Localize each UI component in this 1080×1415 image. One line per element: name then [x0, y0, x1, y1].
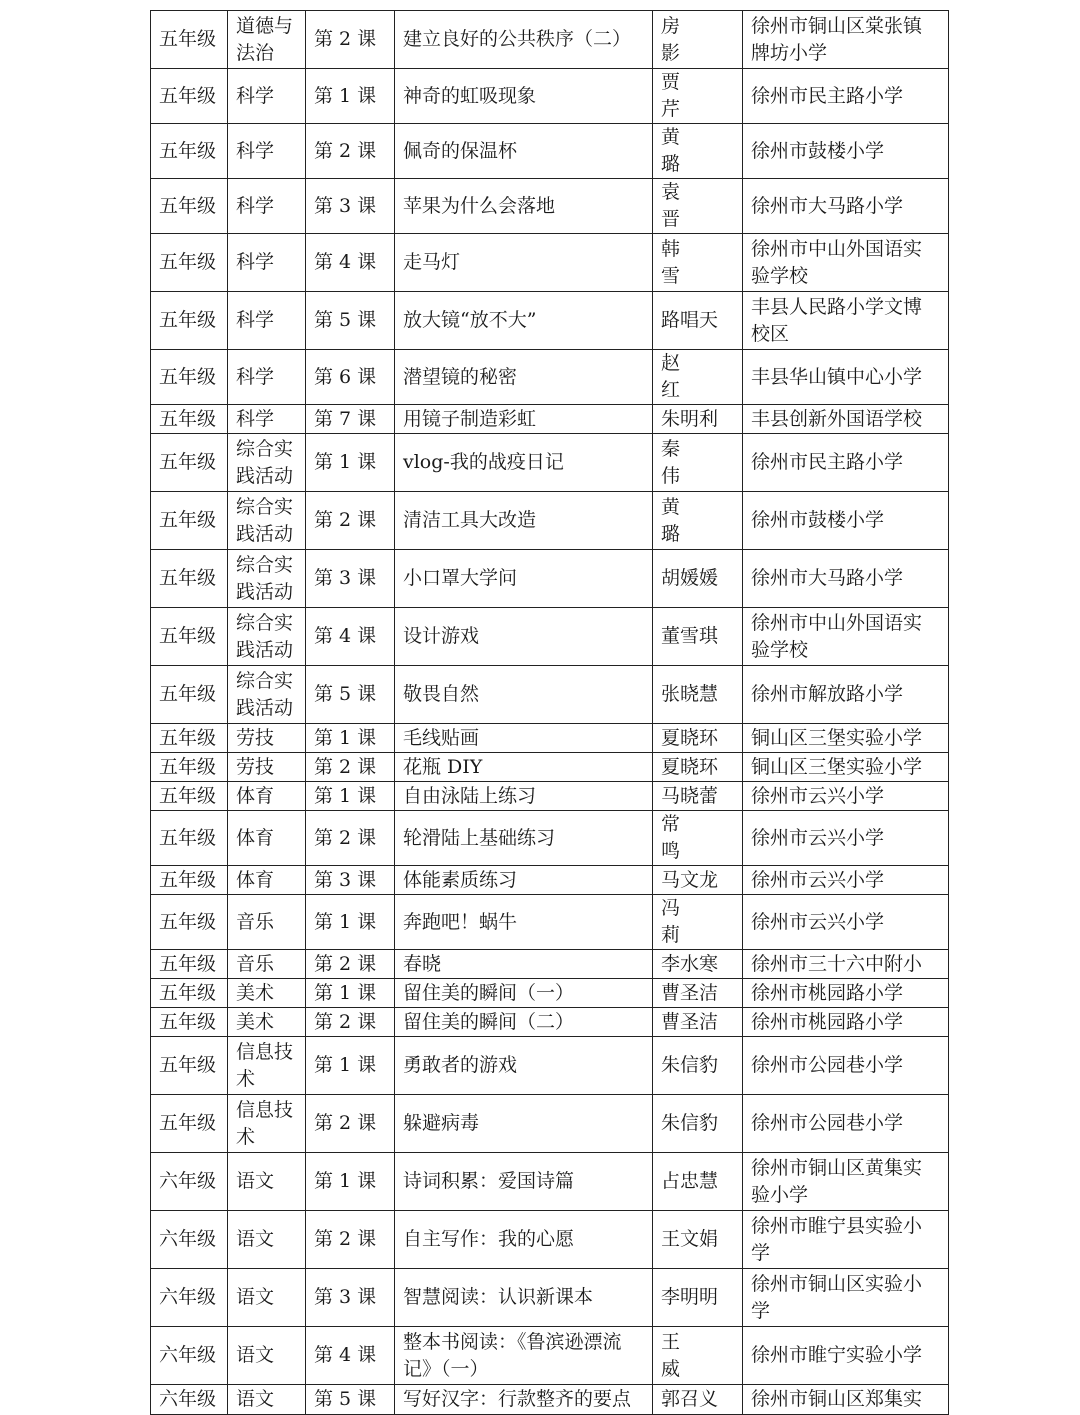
- title-cell: 清洁工具大改造: [395, 492, 653, 550]
- table-row: [151, 179, 949, 234]
- grade-cell: 五年级: [151, 608, 228, 666]
- lesson-cell: 第 2 课: [306, 1211, 395, 1269]
- school-cell: 徐州市云兴小学: [743, 782, 949, 811]
- teacher-cell: 韩雪: [653, 234, 743, 292]
- subject-cell: 音乐: [228, 950, 306, 979]
- table-row: [151, 1385, 949, 1415]
- table-row: [151, 234, 949, 292]
- teacher-cell: 郭召义: [653, 1385, 743, 1415]
- title-cell: 放大镜“放不大”: [395, 292, 653, 350]
- teacher-cell: 黄璐: [653, 492, 743, 550]
- grade-cell: 五年级: [151, 666, 228, 724]
- subject-cell: 美术: [228, 979, 306, 1008]
- lesson-cell: 第 2 课: [306, 1095, 395, 1153]
- school-cell: 丰县华山镇中心小学: [743, 350, 949, 405]
- subject-cell: 信息技术: [228, 1037, 306, 1095]
- table-row: [151, 11, 949, 69]
- title-cell: 整本书阅读：《鲁滨逊漂流记》（一）: [395, 1327, 653, 1385]
- teacher-cell: 曹圣洁: [653, 1008, 743, 1037]
- title-cell: 轮滑陆上基础练习: [395, 811, 653, 866]
- table-row: [151, 950, 949, 979]
- subject-cell: 美术: [228, 1008, 306, 1037]
- subject-cell: 科学: [228, 405, 306, 434]
- table-row: [151, 1327, 949, 1385]
- title-cell: 建立良好的公共秩序（二）: [395, 11, 653, 69]
- grade-cell: 五年级: [151, 350, 228, 405]
- grade-cell: 五年级: [151, 950, 228, 979]
- title-cell: 写好汉字：行款整齐的要点: [395, 1385, 653, 1415]
- grade-cell: 五年级: [151, 782, 228, 811]
- table-row: [151, 1008, 949, 1037]
- title-cell: 用镜子制造彩虹: [395, 405, 653, 434]
- title-cell: 敬畏自然: [395, 666, 653, 724]
- lesson-cell: 第 3 课: [306, 1269, 395, 1327]
- table-row: [151, 782, 949, 811]
- teacher-cell: 朱明利: [653, 405, 743, 434]
- title-cell: 留住美的瞬间（一）: [395, 979, 653, 1008]
- teacher-cell: 夏晓环: [653, 753, 743, 782]
- subject-cell: 科学: [228, 350, 306, 405]
- subject-cell: 劳技: [228, 753, 306, 782]
- lesson-cell: 第 1 课: [306, 1037, 395, 1095]
- teacher-cell: 贾芹: [653, 69, 743, 124]
- school-cell: 徐州市铜山区黄集实验小学: [743, 1153, 949, 1211]
- subject-cell: 综合实践活动: [228, 608, 306, 666]
- lesson-cell: 第 2 课: [306, 124, 395, 179]
- school-cell: 徐州市云兴小学: [743, 866, 949, 895]
- lesson-cell: 第 2 课: [306, 811, 395, 866]
- grade-cell: 五年级: [151, 292, 228, 350]
- title-cell: 花瓶 DIY: [395, 753, 653, 782]
- teacher-cell: 朱信豹: [653, 1095, 743, 1153]
- lesson-cell: 第 2 课: [306, 950, 395, 979]
- teacher-cell: 马晓蕾: [653, 782, 743, 811]
- subject-cell: 语文: [228, 1211, 306, 1269]
- title-cell: 躲避病毒: [395, 1095, 653, 1153]
- school-cell: 徐州市铜山区实验小学: [743, 1269, 949, 1327]
- title-cell: vlog-我的战疫日记: [395, 434, 653, 492]
- subject-cell: 科学: [228, 124, 306, 179]
- school-cell: 徐州市铜山区棠张镇牌坊小学: [743, 11, 949, 69]
- subject-cell: 体育: [228, 811, 306, 866]
- teacher-cell: 朱信豹: [653, 1037, 743, 1095]
- school-cell: 徐州市睢宁县实验小学: [743, 1211, 949, 1269]
- subject-cell: 综合实践活动: [228, 550, 306, 608]
- table-row: [151, 724, 949, 753]
- grade-cell: 五年级: [151, 753, 228, 782]
- table-row: [151, 895, 949, 950]
- table-row: [151, 405, 949, 434]
- lesson-cell: 第 1 课: [306, 979, 395, 1008]
- school-cell: 徐州市鼓楼小学: [743, 124, 949, 179]
- title-cell: 体能素质练习: [395, 866, 653, 895]
- title-cell: 毛线贴画: [395, 724, 653, 753]
- grade-cell: 五年级: [151, 724, 228, 753]
- school-cell: 丰县人民路小学文博校区: [743, 292, 949, 350]
- teacher-cell: 王文娟: [653, 1211, 743, 1269]
- lesson-cell: 第 2 课: [306, 753, 395, 782]
- table-row: [151, 1153, 949, 1211]
- lesson-cell: 第 7 课: [306, 405, 395, 434]
- subject-cell: 语文: [228, 1327, 306, 1385]
- table-row: [151, 124, 949, 179]
- title-cell: 勇敢者的游戏: [395, 1037, 653, 1095]
- grade-cell: 六年级: [151, 1269, 228, 1327]
- teacher-cell: 秦伟: [653, 434, 743, 492]
- title-cell: 奔跑吧！蜗牛: [395, 895, 653, 950]
- school-cell: 丰县创新外国语学校: [743, 405, 949, 434]
- title-cell: 潜望镜的秘密: [395, 350, 653, 405]
- table-row: [151, 753, 949, 782]
- school-cell: 铜山区三堡实验小学: [743, 753, 949, 782]
- grade-cell: 五年级: [151, 11, 228, 69]
- subject-cell: 语文: [228, 1269, 306, 1327]
- school-cell: 徐州市大马路小学: [743, 179, 949, 234]
- school-cell: 徐州市中山外国语实验学校: [743, 234, 949, 292]
- grade-cell: 六年级: [151, 1385, 228, 1415]
- subject-cell: 综合实践活动: [228, 492, 306, 550]
- grade-cell: 五年级: [151, 492, 228, 550]
- table-row: [151, 550, 949, 608]
- table-row: [151, 811, 949, 866]
- title-cell: 佩奇的保温杯: [395, 124, 653, 179]
- table-row: [151, 608, 949, 666]
- table-row: [151, 979, 949, 1008]
- school-cell: 徐州市铜山区郑集实: [743, 1385, 949, 1415]
- table-row: [151, 69, 949, 124]
- table-row: [151, 350, 949, 405]
- lesson-cell: 第 6 课: [306, 350, 395, 405]
- table-row: [151, 1037, 949, 1095]
- subject-cell: 科学: [228, 292, 306, 350]
- grade-cell: 五年级: [151, 179, 228, 234]
- title-cell: 走马灯: [395, 234, 653, 292]
- school-cell: 徐州市民主路小学: [743, 434, 949, 492]
- lesson-cell: 第 1 课: [306, 895, 395, 950]
- subject-cell: 语文: [228, 1153, 306, 1211]
- subject-cell: 综合实践活动: [228, 434, 306, 492]
- subject-cell: 语文: [228, 1385, 306, 1415]
- grade-cell: 五年级: [151, 69, 228, 124]
- grade-cell: 五年级: [151, 234, 228, 292]
- subject-cell: 综合实践活动: [228, 666, 306, 724]
- grade-cell: 五年级: [151, 124, 228, 179]
- teacher-cell: 冯莉: [653, 895, 743, 950]
- lesson-cell: 第 3 课: [306, 550, 395, 608]
- lesson-cell: 第 4 课: [306, 234, 395, 292]
- lesson-cell: 第 5 课: [306, 292, 395, 350]
- lesson-cell: 第 5 课: [306, 666, 395, 724]
- teacher-cell: 袁晋: [653, 179, 743, 234]
- subject-cell: 体育: [228, 866, 306, 895]
- title-cell: 苹果为什么会落地: [395, 179, 653, 234]
- title-cell: 留住美的瞬间（二）: [395, 1008, 653, 1037]
- grade-cell: 五年级: [151, 405, 228, 434]
- title-cell: 自由泳陆上练习: [395, 782, 653, 811]
- grade-cell: 五年级: [151, 550, 228, 608]
- grade-cell: 五年级: [151, 895, 228, 950]
- grade-cell: 六年级: [151, 1211, 228, 1269]
- title-cell: 春晓: [395, 950, 653, 979]
- teacher-cell: 房影: [653, 11, 743, 69]
- subject-cell: 体育: [228, 782, 306, 811]
- grade-cell: 五年级: [151, 1095, 228, 1153]
- subject-cell: 道德与法治: [228, 11, 306, 69]
- lesson-cell: 第 4 课: [306, 608, 395, 666]
- course-schedule-table: [150, 10, 949, 1415]
- grade-cell: 五年级: [151, 1037, 228, 1095]
- school-cell: 徐州市大马路小学: [743, 550, 949, 608]
- teacher-cell: 胡媛媛: [653, 550, 743, 608]
- school-cell: 徐州市桃园路小学: [743, 979, 949, 1008]
- title-cell: 神奇的虹吸现象: [395, 69, 653, 124]
- title-cell: 智慧阅读：认识新课本: [395, 1269, 653, 1327]
- teacher-cell: 占忠慧: [653, 1153, 743, 1211]
- school-cell: 徐州市桃园路小学: [743, 1008, 949, 1037]
- school-cell: 徐州市鼓楼小学: [743, 492, 949, 550]
- school-cell: 徐州市三十六中附小: [743, 950, 949, 979]
- school-cell: 徐州市中山外国语实验学校: [743, 608, 949, 666]
- lesson-cell: 第 2 课: [306, 11, 395, 69]
- grade-cell: 六年级: [151, 1153, 228, 1211]
- teacher-cell: 赵红: [653, 350, 743, 405]
- table-row: [151, 492, 949, 550]
- teacher-cell: 黄璐: [653, 124, 743, 179]
- grade-cell: 五年级: [151, 434, 228, 492]
- grade-cell: 六年级: [151, 1327, 228, 1385]
- teacher-cell: 王威: [653, 1327, 743, 1385]
- title-cell: 诗词积累：爱国诗篇: [395, 1153, 653, 1211]
- title-cell: 自主写作：我的心愿: [395, 1211, 653, 1269]
- school-cell: 徐州市云兴小学: [743, 811, 949, 866]
- subject-cell: 科学: [228, 69, 306, 124]
- table-row: [151, 434, 949, 492]
- school-cell: 徐州市云兴小学: [743, 895, 949, 950]
- title-cell: 设计游戏: [395, 608, 653, 666]
- lesson-cell: 第 3 课: [306, 179, 395, 234]
- subject-cell: 科学: [228, 234, 306, 292]
- school-cell: 徐州市民主路小学: [743, 69, 949, 124]
- lesson-cell: 第 1 课: [306, 782, 395, 811]
- school-cell: 徐州市解放路小学: [743, 666, 949, 724]
- teacher-cell: 马文龙: [653, 866, 743, 895]
- table-row: [151, 292, 949, 350]
- lesson-cell: 第 2 课: [306, 492, 395, 550]
- table-row: [151, 1095, 949, 1153]
- teacher-cell: 李水寒: [653, 950, 743, 979]
- lesson-cell: 第 1 课: [306, 434, 395, 492]
- teacher-cell: 夏晓环: [653, 724, 743, 753]
- teacher-cell: 常鸣: [653, 811, 743, 866]
- lesson-cell: 第 5 课: [306, 1385, 395, 1415]
- teacher-cell: 李明明: [653, 1269, 743, 1327]
- teacher-cell: 张晓慧: [653, 666, 743, 724]
- school-cell: 徐州市睢宁实验小学: [743, 1327, 949, 1385]
- grade-cell: 五年级: [151, 866, 228, 895]
- teacher-cell: 董雪琪: [653, 608, 743, 666]
- subject-cell: 音乐: [228, 895, 306, 950]
- subject-cell: 劳技: [228, 724, 306, 753]
- table-row: [151, 1269, 949, 1327]
- title-cell: 小口罩大学问: [395, 550, 653, 608]
- subject-cell: 信息技术: [228, 1095, 306, 1153]
- teacher-cell: 路唱天: [653, 292, 743, 350]
- school-cell: 铜山区三堡实验小学: [743, 724, 949, 753]
- table-row: [151, 666, 949, 724]
- lesson-cell: 第 4 课: [306, 1327, 395, 1385]
- table-row: [151, 1211, 949, 1269]
- grade-cell: 五年级: [151, 979, 228, 1008]
- lesson-cell: 第 2 课: [306, 1008, 395, 1037]
- school-cell: 徐州市公园巷小学: [743, 1037, 949, 1095]
- lesson-cell: 第 1 课: [306, 69, 395, 124]
- table-body: [151, 11, 949, 1415]
- lesson-cell: 第 1 课: [306, 1153, 395, 1211]
- lesson-cell: 第 3 课: [306, 866, 395, 895]
- subject-cell: 科学: [228, 179, 306, 234]
- grade-cell: 五年级: [151, 1008, 228, 1037]
- grade-cell: 五年级: [151, 811, 228, 866]
- lesson-cell: 第 1 课: [306, 724, 395, 753]
- table-row: [151, 866, 949, 895]
- teacher-cell: 曹圣洁: [653, 979, 743, 1008]
- school-cell: 徐州市公园巷小学: [743, 1095, 949, 1153]
